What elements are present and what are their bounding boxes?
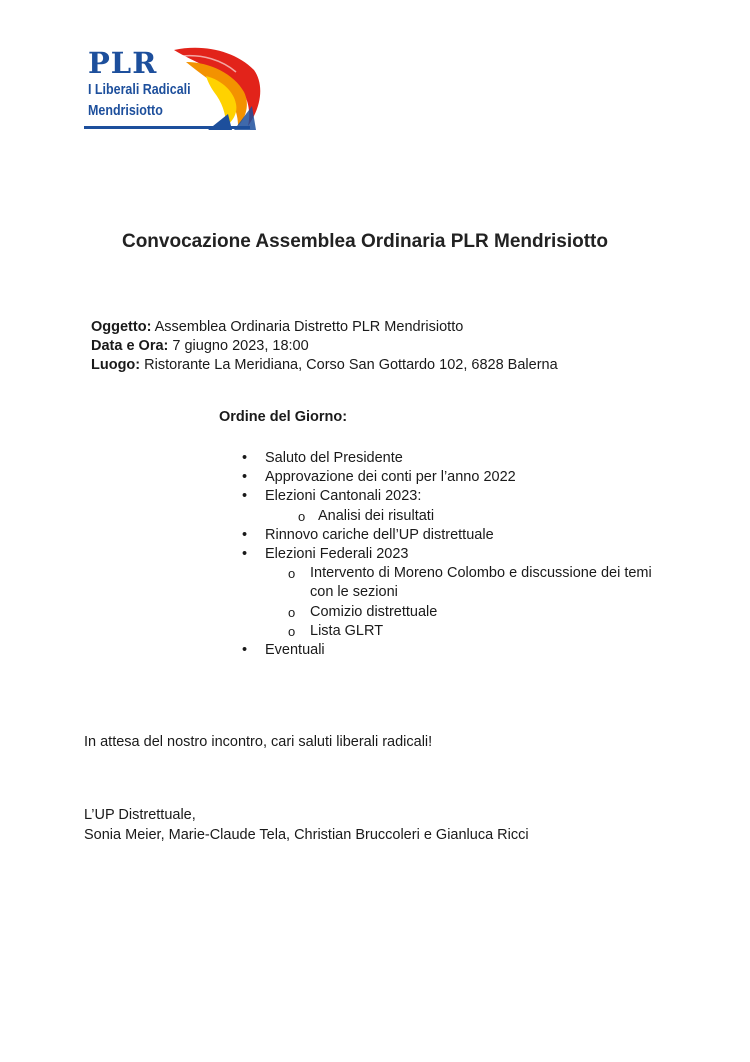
logo-district-name: Mendrisiotto xyxy=(88,103,163,119)
sub-list-item-text: Lista GLRT xyxy=(310,622,384,639)
plr-logo xyxy=(84,44,264,134)
flame-icon xyxy=(172,44,264,130)
signature-names: Sonia Meier, Marie-Claude Tela, Christian Bruccoleri e Gianluca Ricci xyxy=(84,826,529,843)
list-item xyxy=(0,449,750,468)
agenda-list xyxy=(0,449,750,660)
list-item-text: Eventuali xyxy=(265,642,325,659)
closing-text: In attesa del nostro incontro, cari saluti liberali radicali! xyxy=(84,734,433,750)
signature-title: L’UP Distrettuale, xyxy=(84,807,196,823)
logo-underline xyxy=(84,126,250,129)
list-item xyxy=(0,545,750,564)
subject-row xyxy=(91,318,558,337)
document-title: Convocazione Assemblea Ordinaria PLR Mendrisiotto xyxy=(121,231,608,252)
place-row xyxy=(91,356,558,375)
list-item xyxy=(0,641,750,660)
sub-list-item xyxy=(0,622,750,641)
agenda-heading: Ordine del Giorno: xyxy=(219,409,348,425)
subject-label: Oggetto: xyxy=(91,319,152,335)
bullet-icon: • xyxy=(242,526,248,543)
date-label: Data e Ora: xyxy=(91,338,169,354)
date-row xyxy=(91,337,558,356)
sub-list-item-text: Analisi dei risultati xyxy=(318,507,435,524)
list-item-text: Saluto del Presidente xyxy=(265,450,403,466)
sub-bullet-icon: o xyxy=(298,508,306,524)
sub-list-item-text: Intervento di Moreno Colombo e discussione dei temi con le sezioni xyxy=(310,565,652,601)
list-item-text: Rinnovo cariche dell’UP distrettuale xyxy=(265,526,494,543)
meeting-details xyxy=(91,318,558,375)
list-item xyxy=(0,487,750,506)
logo-party-name: I Liberali Radicali xyxy=(88,82,191,98)
sub-bullet-icon: o xyxy=(288,566,296,582)
bullet-icon: • xyxy=(242,488,248,505)
bullet-icon: • xyxy=(242,469,248,486)
sub-list-item-text: Comizio distrettuale xyxy=(310,603,438,620)
list-item xyxy=(0,526,750,545)
bullet-icon: • xyxy=(242,642,248,659)
sub-list-item xyxy=(0,507,750,526)
sub-list-item xyxy=(0,564,750,602)
signature-block xyxy=(84,806,529,845)
sub-bullet-icon: o xyxy=(288,604,296,620)
sub-bullet-icon: o xyxy=(288,623,296,639)
sub-list-item xyxy=(0,603,750,622)
list-item xyxy=(0,468,750,487)
date-value: 7 giugno 2023, 18:00 xyxy=(168,338,309,354)
bullet-icon: • xyxy=(242,546,248,563)
list-item-text: Elezioni Federali 2023 xyxy=(265,546,409,563)
list-item-text: Elezioni Cantonali 2023: xyxy=(265,488,422,505)
bullet-icon: • xyxy=(242,450,248,466)
place-value: Ristorante La Meridiana, Corso San Gottardo 102, 6828 Balerna xyxy=(140,357,558,373)
place-label: Luogo: xyxy=(91,357,141,373)
subject-value: Assemblea Ordinaria Distretto PLR Mendrisiotto xyxy=(151,319,464,335)
list-item-text: Approvazione dei conti per l’anno 2022 xyxy=(265,469,516,486)
logo-abbr: PLR xyxy=(88,46,158,80)
